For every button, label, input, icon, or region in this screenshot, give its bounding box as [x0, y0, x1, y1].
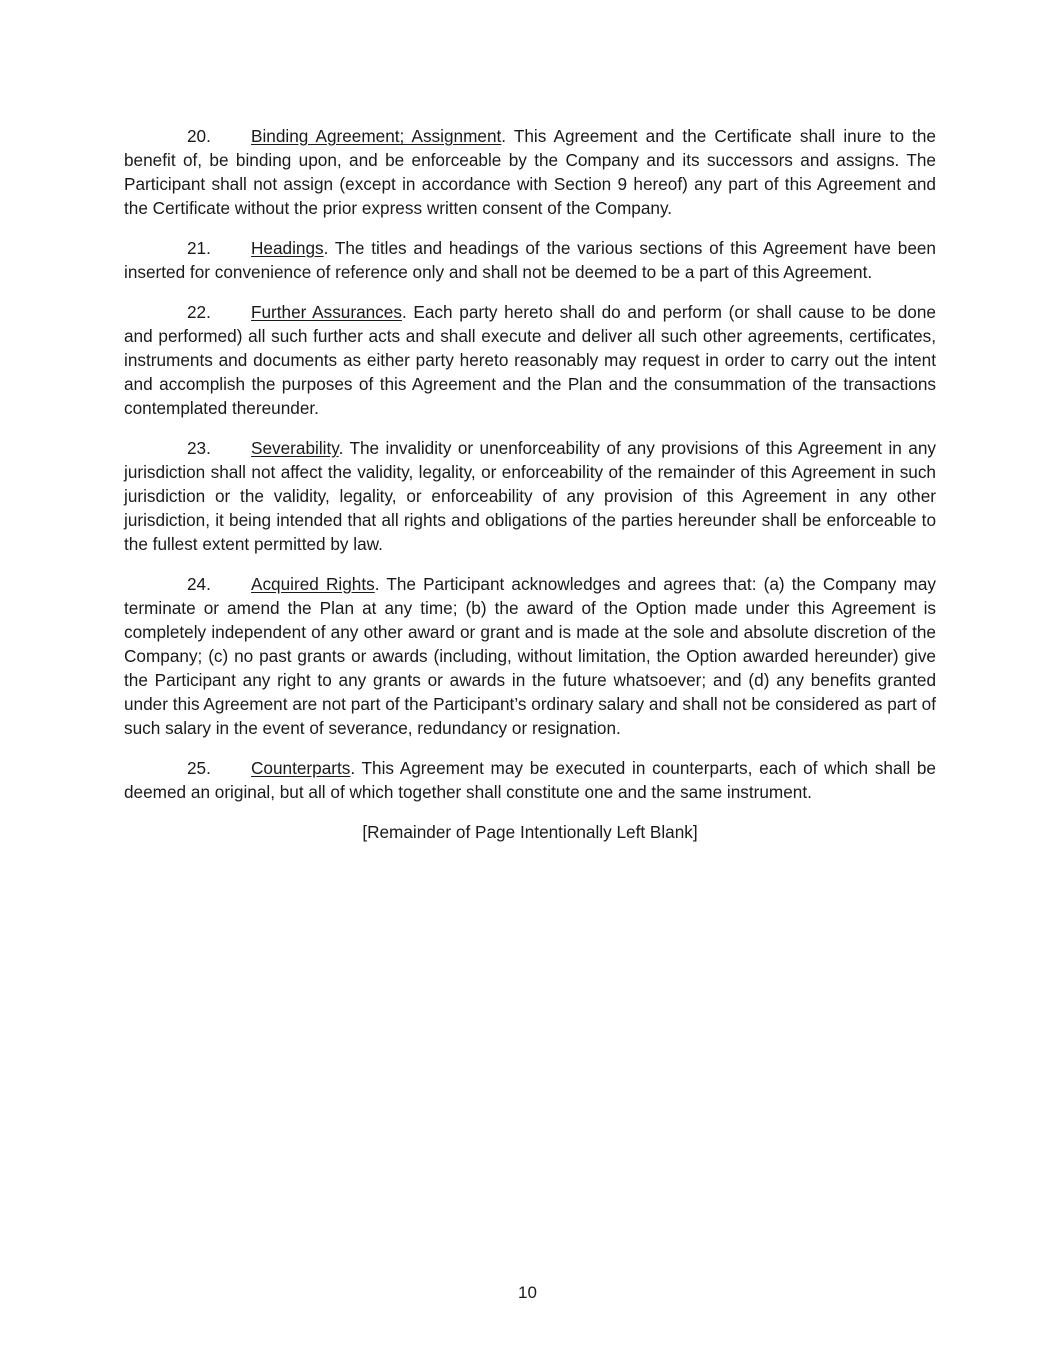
section-number: 25.: [187, 758, 211, 778]
section-number: 22.: [187, 302, 211, 322]
section-24: [124, 572, 936, 740]
section-text: . The invalidity or unenforceability of any provisions of this Agreement in any jurisdiction shall not affect the validity, legality, or enforceability of the remainder of this Agreement in such jurisdiction or the validity, legality, or enforceability of any provision of this Agreement in any other jurisdiction, it being intended that all rights and obligations of the parties hereunder shall be enforceable to the fullest extent permitted by law.: [124, 438, 936, 554]
section-number: 24.: [187, 574, 211, 594]
section-heading: Severability: [251, 438, 339, 458]
section-23: [124, 436, 936, 556]
section-number: 21.: [187, 238, 211, 258]
section-text: . This Agreement and the Certificate shall inure to the benefit of, be binding upon, and be enforceable by the Company and its successors and assigns. The Participant shall not assign (except in accordance with Section 9 hereof) any part of this Agreement and the Certificate without the prior express written consent of the Company.: [124, 126, 936, 218]
page-number: 10: [518, 1283, 537, 1302]
section-number: 23.: [187, 438, 211, 458]
section-22: [124, 300, 936, 420]
section-text: . The titles and headings of the various sections of this Agreement have been inserted for convenience of reference only and shall not be deemed to be a part of this Agreement.: [124, 238, 936, 282]
section-heading: Binding Agreement; Assignment: [251, 126, 502, 146]
remainder-note: [Remainder of Page Intentionally Left Blank]: [362, 822, 698, 842]
section-25: [124, 756, 936, 804]
section-number: 20.: [187, 126, 211, 146]
section-text: . Each party hereto shall do and perform (or shall cause to be done and performed) all such further acts and shall execute and deliver all such other agreements, certificates, instruments and documents as either party hereto reasonably may request in order to carry out the intent and accomplish the purposes of this Agreement and the Plan and the consummation of the transactions contemplated thereunder.: [124, 302, 936, 418]
section-text: . The Participant acknowledges and agrees that: (a) the Company may terminate or amend the Plan at any time; (b) the award of the Option made under this Agreement is completely independent of any other award or grant and is made at the sole and absolute discretion of the Company; (c) no past grants or awards (including, without limitation, the Option awarded hereunder) give the Participant any right to any grants or awards in the future whatsoever; and (d) any benefits granted under this Agreement are not part of the Participant’s ordinary salary and shall not be considered as part of such salary in the event of severance, redundancy or resignation.: [124, 574, 937, 738]
document-page: [124, 124, 936, 844]
section-21: [124, 236, 936, 284]
section-text: . This Agreement may be executed in counterparts, each of which shall be deemed an original, but all of which together shall constitute one and the same instrument.: [124, 758, 936, 802]
section-heading: Headings: [251, 238, 324, 258]
section-20: [124, 124, 936, 220]
section-heading: Acquired Rights: [251, 574, 375, 594]
section-heading: Further Assurances: [251, 302, 402, 322]
section-heading: Counterparts: [251, 758, 351, 778]
